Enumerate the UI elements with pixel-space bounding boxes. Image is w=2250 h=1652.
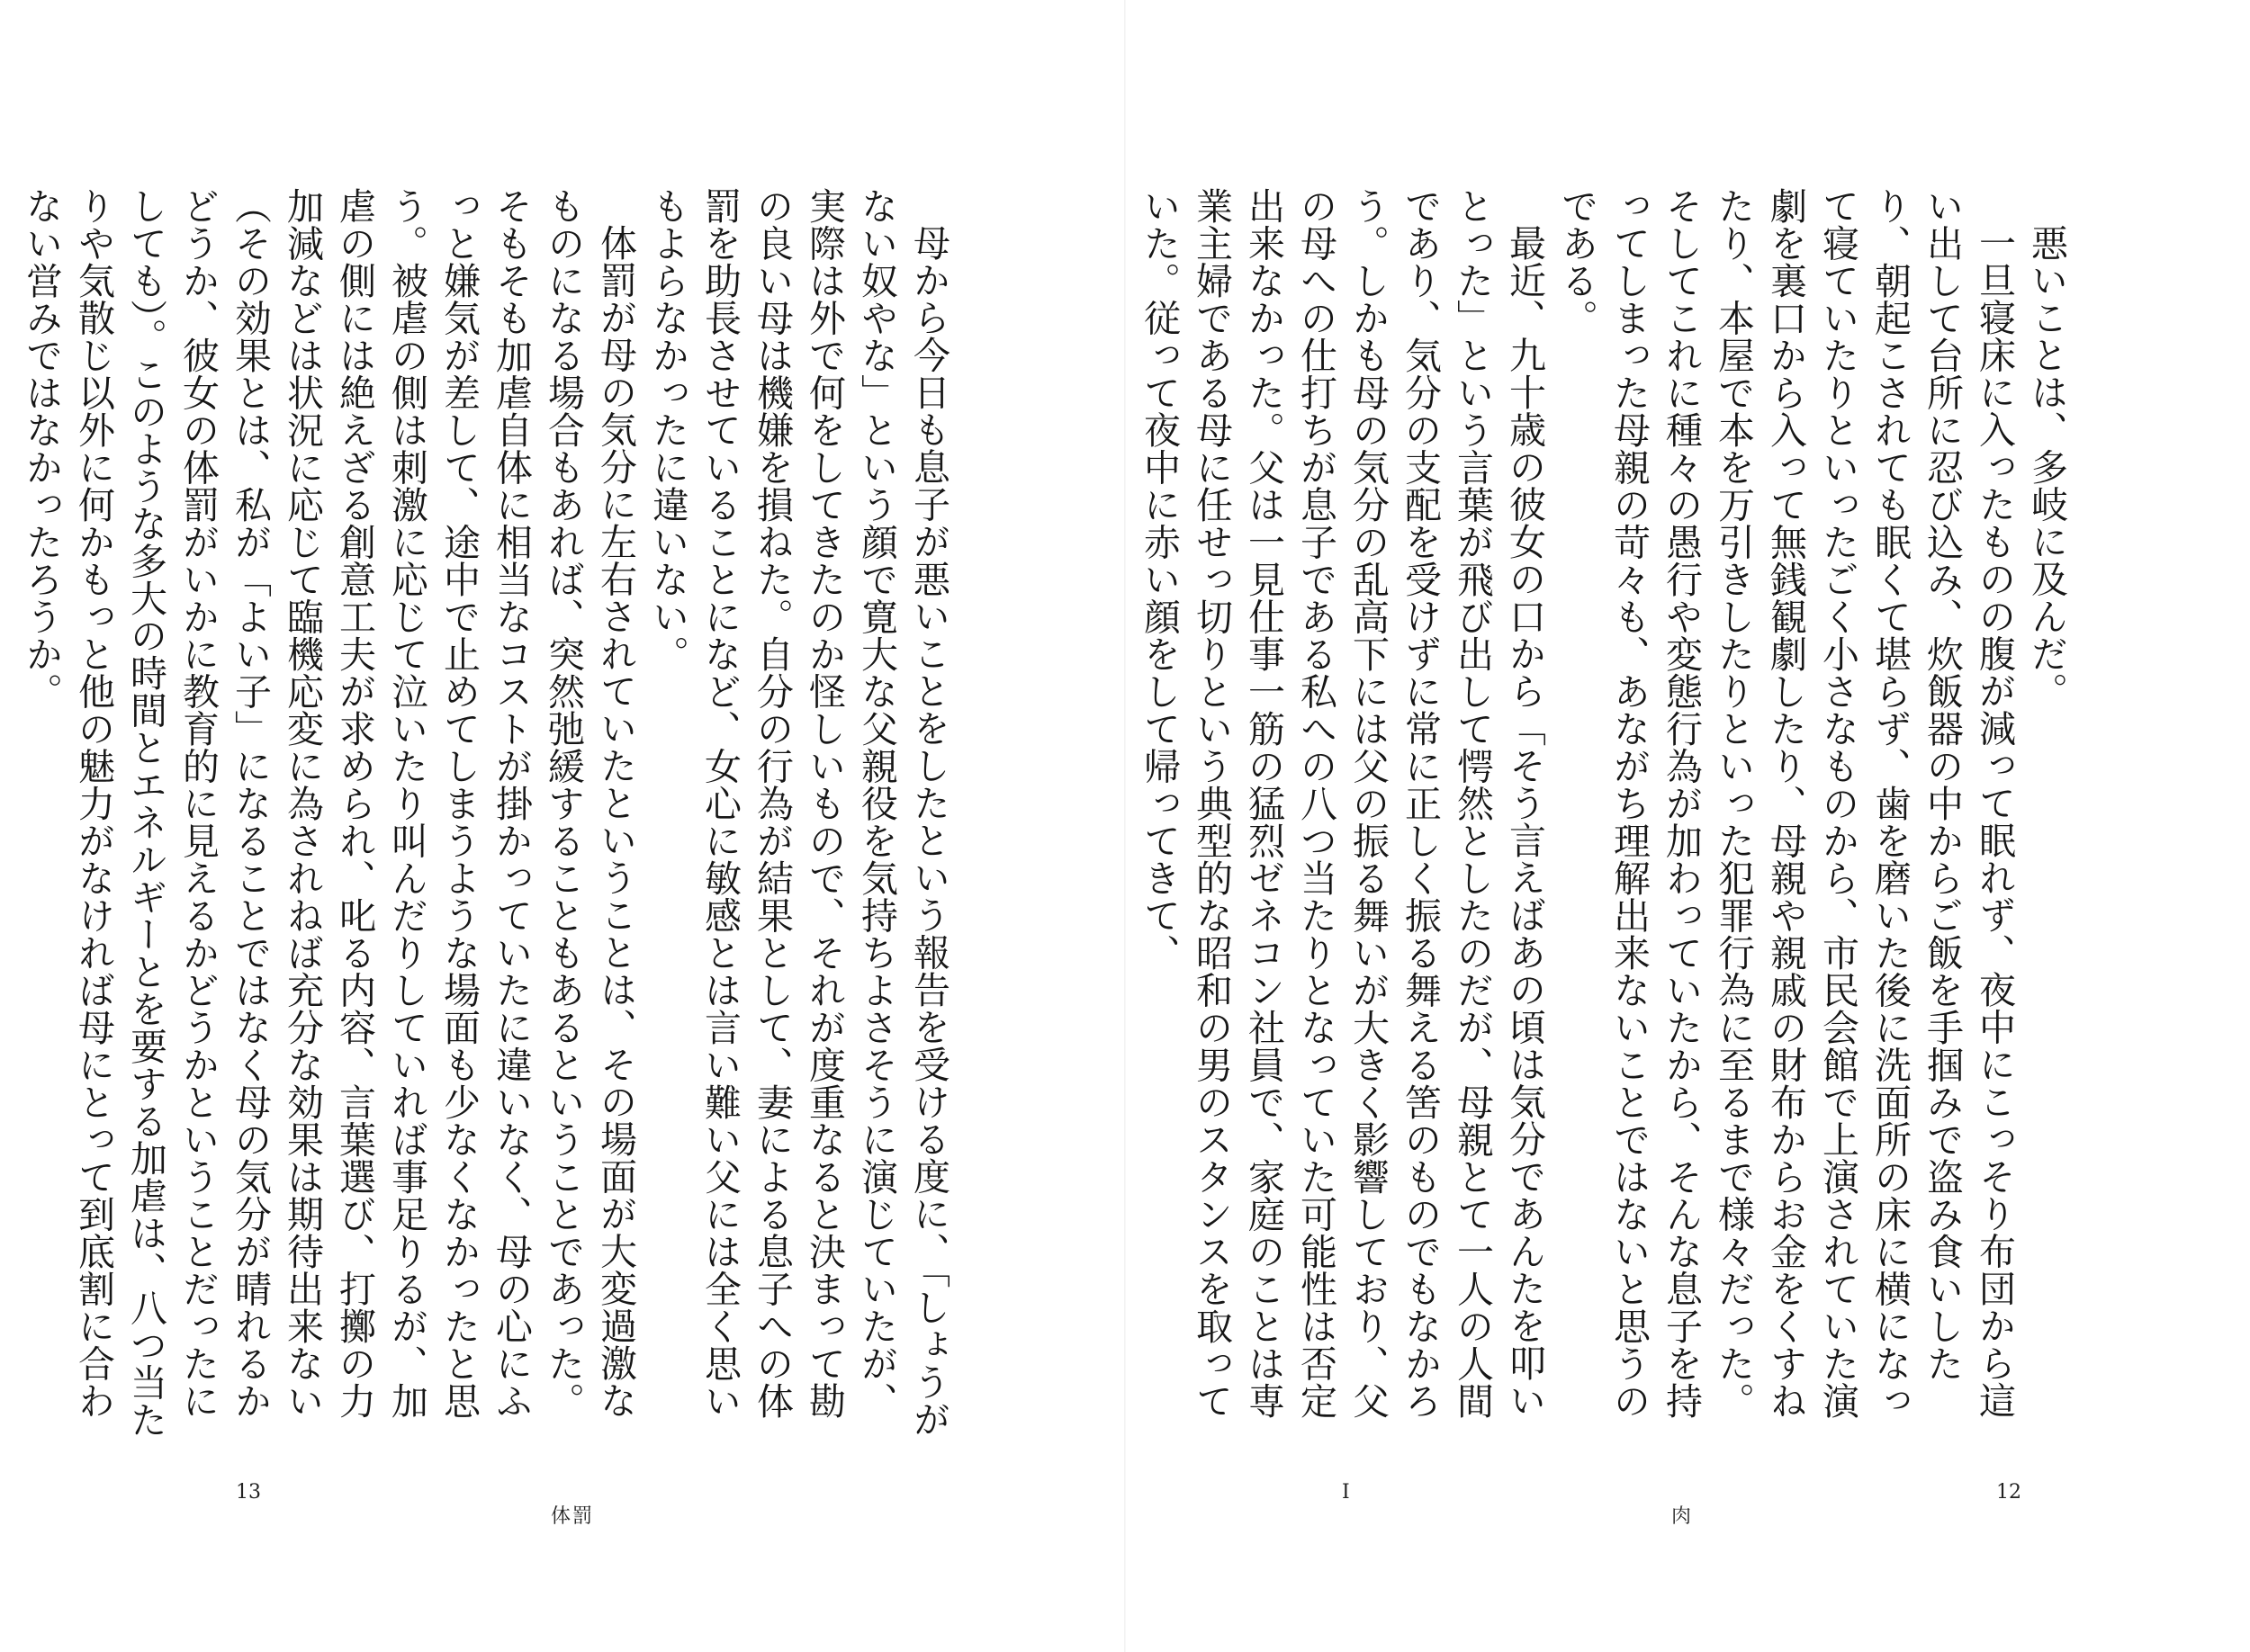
left-page-body bbox=[20, 187, 955, 1447]
running-head: 体罰 bbox=[551, 1505, 595, 1528]
right-page bbox=[1125, 0, 2250, 1652]
page-number: 13 bbox=[236, 1481, 261, 1504]
paragraph: 体罰が母の気分に左右されていたということは、その場面が大変過激なものになる場合もあれば、突然弛緩することもあるということであった。そもそも加虐自体に相当なコストが掛かっていたに違いなく、母の心にふっと嫌気が差して、途中で止めてしまうような場面も少なくなかったと思う。被虐の側は刺激に応じて泣いたり叫んだりしていれば事足りるが、加虐の側には絶えざる創意工夫が求められ、叱る内容、言葉選び、打擲の力加減などは状況に応じて臨機応変に為されねば充分な効果は期待出来ない（その効果とは、私が「よい子」になることではなく母の気分が晴れるかどうか、彼女の体罰がいかに教育的に見えるかどうかということだったにしても）。このような多大の時間とエネルギーとを要する加虐は、八つ当たりや気散じ以外に何かもっと他の魅力がなければ母にとって到底割に合わない営みではなかったろうか。 bbox=[20, 187, 637, 1439]
paragraph: 一旦寝床に入ったものの腹が減って眠れず、夜中にこっそり布団から這い出して台所に忍び込み、炊飯器の中からご飯を手掴みで盗み食いしたり、朝起こされても眠くて堪らず、歯を磨いた後に洗面所の床に横になって寝ていたりといったごく小さなものから、市民会館で上演されていた演劇を裏口から入って無銭観劇したり、母親や親戚の財布からお金をくすねたり、本屋で本を万引きしたりといった犯罪行為に至るまで様々だった。そしてこれに種々の愚行や変態行為が加わっていたから、そんな息子を持ってしまった母親の苛々も、あながち理解出来ないことではないと思うのである。 bbox=[1555, 187, 2016, 1420]
paragraph: 母から今日も息子が悪いことをしたという報告を受ける度に、「しょうがない奴やな」という顔で寛大な父親役を気持ちよさそうに演じていたが、実際は外で何をしてきたのか怪しいもので、それが度重なると決まって勘の良い母は機嫌を損ねた。自分の行為が結果として、妻による息子への体罰を助長させていることになど、女心に敏感とは言い難い父には全く思いもよらなかったに違いない。 bbox=[646, 187, 950, 1438]
running-head: 肉 bbox=[1671, 1505, 1694, 1528]
section-number: I bbox=[1342, 1481, 1350, 1504]
page-number: 12 bbox=[1996, 1481, 2021, 1504]
paragraph: 悪いことは、多岐に及んだ。 bbox=[2025, 224, 2068, 710]
right-page-body bbox=[1138, 187, 2073, 1447]
paragraph: 最近、九十歳の彼女の口から「そう言えばあの頃は気分であんたを叩いとった」という言葉が飛び出して愕然としたのだが、母親とて一人の人間であり、気分の支配を受けずに常に正しく振る舞える筈のものでもなかろう。しかも母の気分の乱高下には父の振る舞いが大きく影響しており、父の母への仕打ちが息子である私への八つ当たりとなっていた可能性は否定出来なかった。父は一見仕事一筋の猛烈ゼネコン社員で、家庭のことは専業主婦である母に任せっ切りという典型的な昭和の男のスタンスを取っていた。従って夜中に赤い顔をして帰ってきて、 bbox=[1138, 187, 1546, 1420]
